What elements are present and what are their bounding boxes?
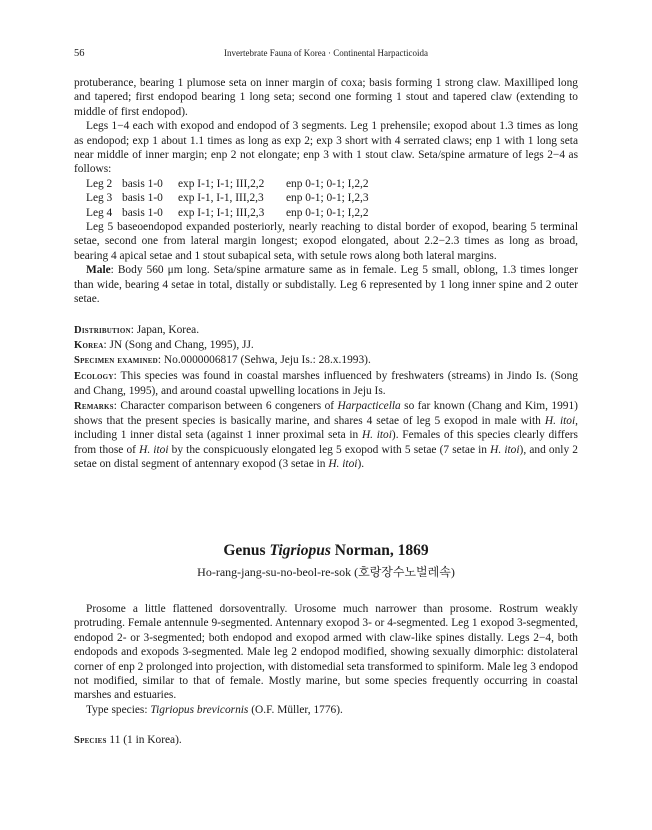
specimen-label: Specimen examined bbox=[74, 355, 158, 367]
formula-exopod: exp I-1; I-1; III,2,3 bbox=[178, 206, 265, 219]
distribution-text: : Japan, Korea. bbox=[130, 323, 200, 336]
remarks-text: ). Females of this species clearly differs from those of bbox=[74, 429, 578, 456]
species-text: 11 (1 in Korea). bbox=[106, 734, 182, 747]
taxon-name: H. itoi bbox=[490, 443, 520, 456]
species-label: Species bbox=[74, 735, 107, 747]
description-section bbox=[74, 76, 578, 472]
genus-author: Norman, 1869 bbox=[330, 542, 429, 559]
type-species-label: Type species: bbox=[86, 703, 151, 716]
genus-prefix: Genus bbox=[223, 542, 270, 559]
taxon-name: H. itoi bbox=[544, 414, 576, 427]
paragraph-male bbox=[74, 263, 578, 306]
paragraph-leg5: Leg 5 baseoendopod expanded posteriorly, nearly reaching to distal border of exopod, bearing 5 terminal setae, second one from lateral margin longest; exopod elongated, about 2.2−2.3 times as long as broad, bearing 4 apical setae and 1 stout subapical seta, with setule rows along both lateral margins. bbox=[74, 221, 578, 262]
taxon-name: H. itoi bbox=[139, 443, 169, 456]
remarks-label: Remarks bbox=[74, 400, 114, 412]
genus-section bbox=[74, 602, 578, 749]
formula-basis: basis 1-0 bbox=[122, 177, 163, 190]
male-label: Male bbox=[86, 264, 111, 277]
korea-line bbox=[74, 338, 578, 353]
korea-text: : JN (Song and Chang, 1995), JJ. bbox=[103, 338, 254, 351]
distribution-line bbox=[74, 323, 578, 338]
type-species-line bbox=[74, 703, 578, 717]
formula-exopod: exp I-1; I-1; III,2,2 bbox=[178, 177, 265, 190]
distribution-label: Distribution bbox=[74, 324, 131, 336]
type-species-author: (O.F. Müller, 1776). bbox=[248, 703, 343, 716]
remarks-text: ), and only 2 setae on distal segment of antennary exopod (3 setae in bbox=[74, 443, 578, 471]
formula-row bbox=[74, 206, 578, 220]
ecology-label: Ecology bbox=[74, 370, 114, 382]
formula-leg: Leg 3 bbox=[86, 192, 113, 205]
remarks-text: ). bbox=[357, 458, 365, 471]
genus-name: Tigriopus bbox=[269, 542, 331, 559]
formula-leg: Leg 4 bbox=[86, 206, 113, 219]
taxon-name: H. itoi bbox=[361, 429, 392, 442]
genus-heading bbox=[0, 542, 652, 560]
formula-basis: basis 1-0 bbox=[122, 192, 163, 205]
remarks-paragraph bbox=[74, 399, 578, 472]
male-text: : Body 560 μm long. Seta/spine armature same as in female. Leg 5 small, oblong, 1.3 times longer than wide, bearing 4 setae in total, distally or subdistally. Leg 6 represented by 1 long inner spine and 2 outer setae. bbox=[74, 264, 578, 306]
taxon-name: H. itoi bbox=[328, 458, 358, 471]
genus-korean-name: Ho-rang-jang-su-no-beol-re-sok (호랑장수노벌레속) bbox=[197, 565, 455, 579]
specimen-text: : No.0000006817 (Sehwa, Jeju Is.: 28.x.1993). bbox=[157, 354, 371, 367]
paragraph-legs: Legs 1−4 each with exopod and endopod of 3 segments. Leg 1 prehensile; exopod about 1.3 times as long as endopod; exp 1 about 1.1 times as long as exp 2; exp 3 short with 4 serrated claws; enp 1 with 1 long seta near middle of inner margin; enp 2 not elongate; enp 3 with 1 stout claw. Seta/spine armature of legs 2−4 as follows: bbox=[74, 120, 578, 176]
formula-endopod: enp 0-1; 0-1; I,2,2 bbox=[286, 206, 369, 219]
formula-row bbox=[74, 191, 578, 205]
remarks-text: : Character comparison between 6 congeners of bbox=[113, 399, 338, 412]
ecology-paragraph bbox=[74, 369, 578, 399]
specimen-line bbox=[74, 353, 578, 368]
formula-row bbox=[74, 177, 578, 191]
ecology-text: : This species was found in coastal marshes influenced by freshwaters (streams) in Jindo Is. (Song and Chang, 1995), and around coastal upwelling locations in Jeju Is. bbox=[74, 369, 578, 398]
armature-formula-table bbox=[74, 177, 578, 220]
formula-leg: Leg 2 bbox=[86, 177, 113, 190]
remarks-text: , including 1 inner distal seta (against 1 inner proximal seta in bbox=[74, 414, 578, 442]
taxon-name: Harpacticella bbox=[337, 399, 401, 412]
type-species-name: Tigriopus brevicornis bbox=[150, 703, 249, 716]
remarks-text: so far known (Chang and Kim, 1991) shows that the present species is basically marine, and shares 4 setae of leg 5 exopod in male with bbox=[74, 399, 578, 427]
paragraph-maxilliped: protuberance, bearing 1 plumose seta on inner margin of coxa; basis forming 1 strong claw. Maxilliped long and tapered; first endopod bearing 1 long seta; second one forming 1 stout and tapered claw (extending to middle of first endopod). bbox=[74, 77, 578, 118]
page-number: 56 bbox=[74, 48, 85, 59]
korea-label: Korea bbox=[74, 339, 104, 351]
formula-endopod: enp 0-1; 0-1; I,2,3 bbox=[286, 192, 369, 205]
genus-diagnosis: Prosome a little flattened dorsoventrally. Urosome much narrower than prosome. Rostrum weakly protruding. Female antennule 9-segmented. Antennary exopod 3- or 4-segmented. Leg 1 exopod 3-segmented, endopod 2- or 3-segmented; both endopod and exopod armed with claw-like spines distally. Legs 2−4, both endopods and exopods 3-segmented. Male leg 2 endopod modified, showing sexually dimorphic: distolateral corner of enp 2 prolonged into projection, with distomedial seta transformed to spiniform. Male leg 3 endopod not modified, similar to that of female. Mostly marine, but some species frequently occurring in coastal marshes and estuaries. bbox=[74, 603, 578, 702]
species-line bbox=[74, 733, 578, 748]
formula-exopod: exp I-1, I-1, III,2,3 bbox=[178, 192, 264, 205]
formula-basis: basis 1-0 bbox=[122, 206, 163, 219]
formula-endopod: enp 0-1; 0-1; I,2,2 bbox=[286, 177, 369, 190]
remarks-text: by the conspicuously elongated leg 5 exopod with 5 setae (7 setae in bbox=[168, 443, 491, 456]
running-title: Invertebrate Fauna of Korea · Continental Harpacticoida bbox=[224, 48, 428, 58]
